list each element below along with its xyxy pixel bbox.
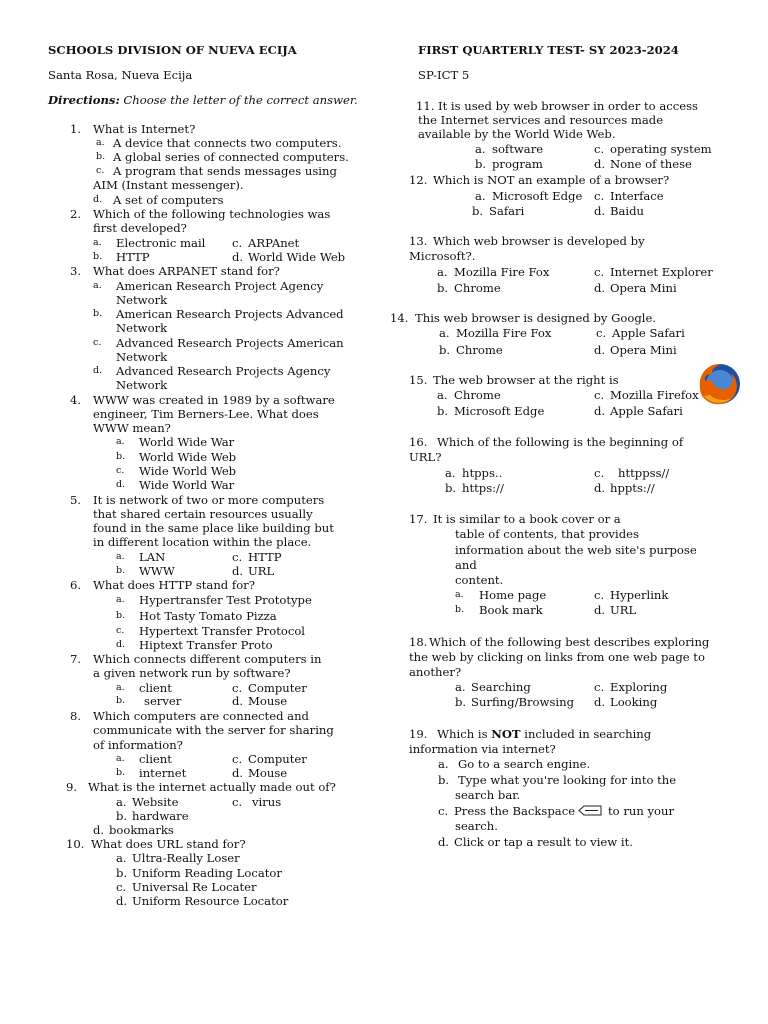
q15-option-b-letter: b.: [437, 404, 449, 418]
q2-option-d[interactable]: World Wide Web: [248, 250, 346, 264]
q9-option-a-letter: a.: [116, 795, 127, 809]
q4-number: 4.: [70, 393, 82, 407]
q9-number: 9.: [66, 780, 78, 794]
q13-option-a-letter: a.: [437, 265, 448, 279]
q3-option-d[interactable]: Advanced Research Projects Agency: [116, 364, 331, 378]
q18-text-cont-2: another?: [409, 665, 462, 679]
q6-option-c-letter: c.: [116, 625, 125, 636]
q3-option-a-letter: a.: [93, 280, 102, 291]
q8-option-a-letter: a.: [116, 753, 125, 764]
q12-option-d[interactable]: Baidu: [610, 204, 645, 218]
q19-number-label: 19.: [409, 727, 428, 741]
q19-option-c[interactable]: Press the Backspace: [454, 804, 576, 818]
q19-option-d-letter: d.: [438, 835, 450, 849]
q17-option-a[interactable]: Home page: [479, 588, 547, 602]
q10-option-b[interactable]: Uniform Reading Locator: [132, 866, 282, 880]
q17-text-cont-4: content.: [455, 573, 504, 587]
q9-option-d[interactable]: bookmarks: [109, 823, 174, 837]
q7-option-a[interactable]: client: [139, 681, 172, 695]
q6-option-d[interactable]: Hiptext Transfer Proto: [139, 638, 273, 652]
q19-option-d[interactable]: Click or tap a result to view it.: [454, 835, 633, 849]
q3-option-b-cont: Network: [116, 321, 168, 335]
q16-option-d-letter: d.: [594, 481, 606, 495]
q2-number: 2.: [70, 207, 82, 221]
q5-option-d-letter: d.: [232, 564, 244, 578]
q1-option-a-letter: a.: [96, 137, 105, 148]
q8-text: Which computers are connected and: [93, 709, 309, 723]
q4-option-d-letter: d.: [116, 479, 126, 490]
q10-text: What does URL stand for?: [91, 837, 246, 851]
q8-text-cont-2: of information?: [93, 738, 183, 752]
q19-text-not: NOT: [491, 727, 521, 741]
q16-text-cont: URL?: [409, 450, 442, 464]
q17-number: 17.: [409, 512, 428, 526]
q3-number: 3.: [70, 264, 82, 278]
q19-option-b-cont: search bar.: [455, 788, 521, 802]
q7-number: 7.: [70, 652, 82, 666]
q8-option-c[interactable]: Computer: [248, 752, 307, 766]
q13-option-b-letter: b.: [437, 281, 449, 295]
q9-option-c-letter: c.: [232, 795, 243, 809]
q5-option-b[interactable]: WWW: [139, 564, 175, 578]
q10-option-c-letter: c.: [116, 880, 127, 894]
q4-option-b-letter: b.: [116, 451, 126, 462]
q16-option-a-letter: a.: [445, 466, 456, 480]
q12-option-a[interactable]: Microsoft Edge: [492, 189, 583, 203]
q6-option-c[interactable]: Hypertext Transfer Protocol: [139, 624, 306, 638]
q7-option-d-letter: d.: [232, 694, 244, 708]
q18-option-c-letter: c.: [594, 680, 605, 694]
q5-text: It is network of two or more computers: [93, 493, 325, 507]
q2-option-a-letter: a.: [93, 237, 102, 248]
q6-number: 6.: [70, 578, 82, 592]
q13-option-a[interactable]: Mozilla Fire Fox: [454, 265, 550, 279]
q7-option-a-letter: a.: [116, 682, 125, 693]
q3-option-c-letter: c.: [93, 337, 102, 348]
q18-option-b-letter: b.: [455, 695, 467, 709]
q5-option-c[interactable]: HTTP: [248, 550, 282, 564]
q14-option-b[interactable]: Chrome: [456, 343, 503, 357]
division-heading: SCHOOLS DIVISION OF NUEVA ECIJA: [48, 43, 297, 57]
q17-option-c-letter: c.: [594, 588, 605, 602]
q2-option-b-letter: b.: [93, 251, 103, 262]
q19-option-b[interactable]: Type what you're looking for into the: [458, 773, 677, 787]
q12-option-c[interactable]: Interface: [610, 189, 664, 203]
q3-option-a[interactable]: American Research Project Agency: [116, 279, 324, 293]
q13-option-c[interactable]: Internet Explorer: [610, 265, 713, 279]
q5-option-b-letter: b.: [116, 565, 126, 576]
q1-number: 1.: [70, 122, 82, 136]
q5-option-d[interactable]: URL: [248, 564, 275, 578]
q13-number: 13.: [409, 234, 428, 248]
q19-text-rest: included in searching: [524, 727, 652, 741]
q5-number: 5.: [70, 493, 82, 507]
q6-option-a[interactable]: Hypertransfer Test Prototype: [139, 593, 312, 607]
q6-text: What does HTTP stand for?: [93, 578, 255, 592]
q10-option-b-letter: b.: [116, 866, 128, 880]
q2-option-d-letter: d.: [232, 250, 244, 264]
q17-option-c[interactable]: Hyperlink: [610, 588, 669, 602]
q19-option-a[interactable]: Go to a search engine.: [458, 757, 591, 771]
q5-text-cont-1: that shared certain resources usually: [93, 507, 313, 521]
q13-text: Which web browser is developed by: [433, 234, 645, 248]
q6-option-b[interactable]: Hot Tasty Tomato Pizza: [139, 609, 277, 623]
q18-option-d-letter: d.: [594, 695, 606, 709]
q12-option-b[interactable]: Safari: [489, 204, 525, 218]
q10-option-a-letter: a.: [116, 851, 127, 865]
q1-option-c-cont: AIM (Instant messenger).: [93, 178, 244, 192]
q9-option-b[interactable]: hardware: [132, 809, 189, 823]
q6-option-b-letter: b.: [116, 610, 126, 621]
q19-text-cont: information via internet?: [409, 742, 556, 756]
q16-option-b-letter: b.: [445, 481, 457, 495]
q7-option-d[interactable]: Mouse: [248, 694, 288, 708]
q15-option-a[interactable]: Chrome: [454, 388, 501, 402]
q18-text: Which of the following best describes exploring: [429, 635, 710, 649]
q9-option-c[interactable]: virus: [252, 795, 282, 809]
test-title: FIRST QUARTERLY TEST- SY 2023-2024: [418, 43, 679, 57]
q1-option-d[interactable]: A set of computers: [113, 193, 224, 207]
q12-option-a-letter: a.: [475, 189, 486, 203]
q19-option-a-letter: a.: [438, 757, 449, 771]
q16-number: 16.: [409, 435, 428, 449]
q1-option-b-letter: b.: [96, 151, 106, 162]
q13-option-d-letter: d.: [594, 281, 606, 295]
q18-text-cont-1: the web by clicking on links from one web page to: [409, 650, 705, 664]
location-line: Santa Rosa, Nueva Ecija: [48, 68, 193, 82]
q1-text: What is Internet?: [93, 122, 196, 136]
q13-option-d[interactable]: Opera Mini: [610, 281, 677, 295]
firefox-logo-icon: [694, 360, 744, 408]
directions-label: Directions:: [48, 93, 120, 107]
q11-option-c-letter: c.: [594, 142, 605, 156]
q13-text-cont: Microsoft?.: [409, 249, 476, 263]
q3-option-a-cont: Network: [116, 293, 168, 307]
q4-text-cont-1: engineer, Tim Berners-Lee. What does: [93, 407, 319, 421]
q1-option-b[interactable]: A global series of connected computers.: [113, 150, 349, 164]
q19-option-c-cont: search.: [455, 819, 498, 833]
q10-number: 10.: [66, 837, 85, 851]
q1-option-a[interactable]: A device that connects two computers.: [113, 136, 342, 150]
q2-option-c[interactable]: ARPAnet: [248, 236, 300, 250]
q12-option-b-letter: b.: [472, 204, 484, 218]
q12-number: 12.: [409, 173, 428, 187]
q11-text-cont-1: the Internet services and resources made: [418, 113, 664, 127]
q15-option-c[interactable]: Mozilla Firefox: [610, 388, 699, 402]
q11-text-cont-2: available by the World Wide Web.: [418, 127, 616, 141]
q3-option-b[interactable]: American Research Projects Advanced: [116, 307, 344, 321]
q7-option-c[interactable]: Computer: [248, 681, 307, 695]
q12-text: Which is NOT an example of a browser?: [433, 173, 670, 187]
q12-option-d-letter: d.: [594, 204, 606, 218]
q9-option-b-letter: b.: [116, 809, 128, 823]
q16-option-a[interactable]: htpps..: [462, 466, 503, 480]
q15-number: 15.: [409, 373, 428, 387]
subject-code: SP-ICT 5: [418, 68, 470, 82]
q4-option-d[interactable]: Wide World War: [139, 478, 235, 492]
q4-option-a-letter: a.: [116, 436, 125, 447]
q3-text: What does ARPANET stand for?: [93, 264, 280, 278]
q10-option-d[interactable]: Uniform Resource Locator: [132, 894, 289, 908]
q1-option-d-letter: d.: [93, 194, 103, 205]
q3-option-d-cont: Network: [116, 378, 168, 392]
q19-option-c-rest: to run your: [608, 804, 675, 818]
directions-text: Choose the letter of the correct answer.: [123, 93, 358, 107]
q14-option-a[interactable]: Mozilla Fire Fox: [456, 326, 552, 340]
q8-text-cont-1: communicate with the server for sharing: [93, 723, 334, 737]
q15-text: The web browser at the right is: [433, 373, 619, 387]
q18-option-a-letter: a.: [455, 680, 466, 694]
q7-option-b-letter: b.: [116, 695, 126, 706]
q15-option-b[interactable]: Microsoft Edge: [454, 404, 545, 418]
q13-option-c-letter: c.: [594, 265, 605, 279]
q16-option-c-letter: c.: [594, 466, 605, 480]
q7-option-b[interactable]: server: [144, 694, 182, 708]
q14-option-b-letter: b.: [439, 343, 451, 357]
q14-option-a-letter: a.: [439, 326, 450, 340]
q5-option-c-letter: c.: [232, 550, 243, 564]
q3-option-d-letter: d.: [93, 365, 103, 376]
q11-option-b-letter: b.: [475, 157, 487, 171]
q17-option-d[interactable]: URL: [610, 603, 637, 617]
q17-option-a-letter: a.: [455, 589, 464, 600]
q11-option-a[interactable]: software: [492, 142, 544, 156]
q8-number: 8.: [70, 709, 82, 723]
q7-text: Which connects different computers in: [93, 652, 322, 666]
q14-option-c-letter: c.: [596, 326, 607, 340]
q16-option-c[interactable]: httppss//: [618, 466, 670, 480]
q5-text-cont-2: found in the same place like building but: [93, 521, 334, 535]
q14-option-d-letter: d.: [594, 343, 606, 357]
q17-option-b-letter: b.: [455, 604, 465, 615]
q6-option-d-letter: d.: [116, 639, 126, 650]
q19-text: Which is: [437, 727, 488, 741]
q2-option-c-letter: c.: [232, 236, 243, 250]
q16-text: Which of the following is the beginning of: [437, 435, 684, 449]
q2-option-a[interactable]: Electronic mail: [116, 236, 206, 250]
q11-option-d[interactable]: None of these: [610, 157, 692, 171]
q2-text: Which of the following technologies was: [93, 207, 331, 221]
q17-text-cont-1: table of contents, that provides: [455, 527, 639, 541]
q2-option-b[interactable]: HTTP: [116, 250, 150, 264]
q9-option-d-letter: d.: [93, 823, 105, 837]
q8-option-b[interactable]: internet: [139, 766, 187, 780]
q11-option-d-letter: d.: [594, 157, 606, 171]
q15-option-a-letter: a.: [437, 388, 448, 402]
q4-text: WWW was created in 1989 by a software: [93, 393, 335, 407]
q1-option-c[interactable]: A program that sends messages using: [113, 164, 337, 178]
q18-option-b[interactable]: Surfing/Browsing: [471, 695, 574, 709]
directions: [48, 93, 358, 107]
q3-option-c[interactable]: Advanced Research Projects American: [116, 336, 344, 350]
q14-option-d[interactable]: Opera Mini: [610, 343, 677, 357]
q18-option-c[interactable]: Exploring: [610, 680, 668, 694]
q8-option-b-letter: b.: [116, 767, 126, 778]
q7-text-cont: a given network run by software?: [93, 666, 291, 680]
q17-text-cont-3: and: [455, 558, 477, 572]
q4-option-c-letter: c.: [116, 465, 125, 476]
q19-option-b-letter: b.: [438, 773, 450, 787]
q15-option-c-letter: c.: [594, 388, 605, 402]
q19-number: [409, 727, 651, 741]
q8-option-d-letter: d.: [232, 766, 244, 780]
q7-option-c-letter: c.: [232, 681, 243, 695]
q11-number: 11.: [416, 99, 435, 113]
q14-option-c[interactable]: Apple Safari: [612, 326, 685, 340]
q6-option-a-letter: a.: [116, 594, 125, 605]
q4-text-cont-2: WWW mean?: [93, 421, 171, 435]
q10-option-d-letter: d.: [116, 894, 128, 908]
q17-text: It is similar to a book cover or a: [433, 512, 621, 526]
q18-option-d[interactable]: Looking: [610, 695, 658, 709]
q17-option-d-letter: d.: [594, 603, 606, 617]
backspace-key-icon: [578, 805, 602, 816]
q16-option-b[interactable]: https://: [462, 481, 504, 495]
q4-option-c[interactable]: Wide World Web: [139, 464, 237, 478]
q8-option-c-letter: c.: [232, 752, 243, 766]
q3-option-b-letter: b.: [93, 308, 103, 319]
q14-number: 14.: [390, 311, 409, 325]
q9-option-a[interactable]: Website: [132, 795, 179, 809]
q11-option-b[interactable]: program: [492, 157, 543, 171]
q8-option-d[interactable]: Mouse: [248, 766, 288, 780]
q2-text-cont: first developed?: [93, 221, 187, 235]
q5-text-cont-3: in different location within the place.: [93, 535, 312, 549]
q12-option-c-letter: c.: [594, 189, 605, 203]
q9-text: What is the internet actually made out of?: [88, 780, 336, 794]
q10-option-a[interactable]: Ultra-Really Loser: [132, 851, 240, 865]
q10-option-c[interactable]: Universal Re Locater: [132, 880, 257, 894]
q16-option-d[interactable]: hppts://: [610, 481, 655, 495]
q3-option-c-cont: Network: [116, 350, 168, 364]
q14-text: This web browser is designed by Google.: [415, 311, 657, 325]
q4-option-b[interactable]: World Wide Web: [139, 450, 237, 464]
q8-option-a[interactable]: client: [139, 752, 172, 766]
q5-option-a[interactable]: LAN: [139, 550, 166, 564]
q13-option-b[interactable]: Chrome: [454, 281, 501, 295]
q11-text: It is used by web browser in order to access: [438, 99, 698, 113]
q15-option-d-letter: d.: [594, 404, 606, 418]
q11-option-c[interactable]: operating system: [610, 142, 712, 156]
q11-option-a-letter: a.: [475, 142, 486, 156]
q1-option-c-letter: c.: [96, 165, 105, 176]
q17-text-cont-2: information about the web site's purpose: [455, 543, 697, 557]
q5-option-a-letter: a.: [116, 551, 125, 562]
q18-option-a[interactable]: Searching: [471, 680, 531, 694]
q4-option-a[interactable]: World Wide War: [139, 435, 235, 449]
q15-option-d[interactable]: Apple Safari: [610, 404, 683, 418]
q18-number: 18.: [409, 635, 428, 649]
q17-option-b[interactable]: Book mark: [479, 603, 543, 617]
q19-option-c-letter: c.: [438, 804, 449, 818]
